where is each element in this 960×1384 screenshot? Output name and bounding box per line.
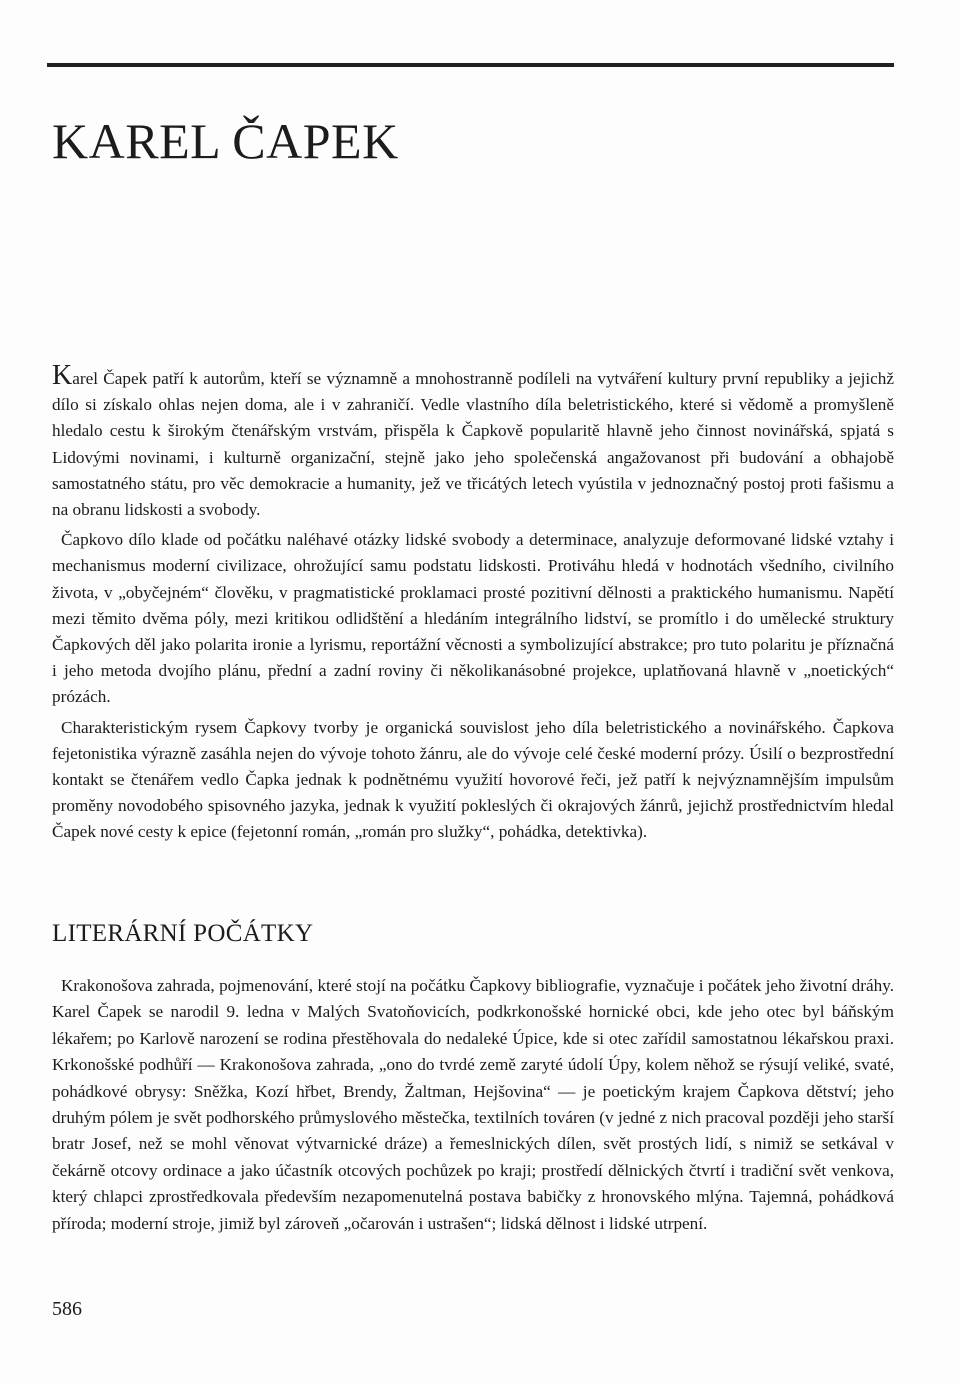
intro-paragraph-2: Čapkovo dílo klade od počátku naléhavé otázky lidské svobody a determinace, analyzuje deformované lidské vztahy i mechanismus moderní civilizace, ohrožující samu podstatu lidskosti. Protiváhu hledá v hodnotách všedního, civilního života, v „obyčejném“ člověku, v pragmatistické proklamaci prosté pozitivní dělnosti a praktického humanismu. Napětí mezi těmito dvěma póly, mezi kritikou odlidštění a hledáním integrálního lidství, se promítlo i do umělecké struktury Čapkových děl jako polarita ironie a lyrismu, reportážní věcnosti a symbolizující abstrakce; pro tuto polaritu je příznačná i jeho metoda dvojího plánu, přední a zadní roviny či několikanásobné projekce, uplatňovaná hlavně v „noetických“ prózách. <box>52 530 894 707</box>
section-paragraph-1: Krakonošova zahrada, pojmenování, které stojí na počátku Čapkovy bibliografie, vyznačuje i počátek jeho životní dráhy. Karel Čapek se narodil 9. ledna v Malých Svatoňovicích, podkrkonošské hornické obci, kde jeho otec byl báňským lékařem; po Karlově narození se rodina přestěhovala do nedaleké Úpice, kde si otec zařídil samostatnou lékařskou praxi. Krkonošské podhůří — Krakonošova zahrada, „ono do tvrdé země zaryté údolí Úpy, kolem něhož se rýsují veliké, svaté, pohádkové obrysy: Sněžka, Kozí hřbet, Brendy, Žaltman, Hejšovina“ — je poetickým krajem Čapkova dětství; jeho druhým pólem je svět podhorského průmyslového městečka, textilních továren (v jedné z nich pracoval později jeho starší bratr Josef, než se mohl věnovat výtvarnické dráze) a řemeslnických dílen, svět prostých lidí, s nimiž se setkával v čekárně otcovy ordinace a jako účastník otcových pochůzek po kraji; prostředí dělnických čtvrtí i tradiční svět venkova, který chlapci zprostředkovala především nezapomenutelná postava babičky z hronovského mlýna. Tajemná, pohádková příroda; moderní stroje, jimiž byl zároveň „očarován i ustrašen“; lidská dělnost i lidské utrpení. <box>52 976 894 1233</box>
drop-initial: K <box>52 360 73 391</box>
intro-body <box>52 360 894 850</box>
section-body <box>52 973 894 1237</box>
intro-paragraph-1 <box>52 360 894 523</box>
top-rule-divider <box>47 63 894 67</box>
page-title: KAREL ČAPEK <box>52 113 399 169</box>
intro-paragraph-3: Charakteristickým rysem Čapkovy tvorby je organická souvislost jeho díla beletristického a novinářského. Čapkova fejetonistika výrazně zasáhla nejen do vývoje tohoto žánru, ale do vývoje celé české moderní prózy. Úsilí o bezprostřední kontakt se čtenářem vedlo Čapka jednak k podnětnému využití hovorové řeči, jež patří k nejvýznamnějším impulsům proměny novodobého spisovného jazyka, jednak k využití pokleslých či okrajových žánrů, jejichž prostřednictvím hledal Čapek nové cesty k epice (fejetonní román, „román pro služky“, pohádka, detektivka). <box>52 717 894 842</box>
section-heading: LITERÁRNÍ POČÁTKY <box>52 920 314 947</box>
page-number: 586 <box>52 1298 82 1320</box>
intro-paragraph-1-text: arel Čapek patří k autorům, kteří se významně a mnohostranně podíleli na vytváření kultury první republiky a jejichž dílo si získalo ohlas nejen doma, ale i v zahraničí. Vedle vlastního díla beletristického, které si vědomě a promyšleně hledalo cestu k širokým čtenářským vrstvám, přispěla k Čapkově popularitě hlavně jeho činnost novinářská, spjatá s Lidovými novinami, i kulturně organizační, stejně jako jeho společenská angažovanost při budování a obhajobě samostatného státu, pro věc demokracie a humanity, jež ve třicátých letech vyústila v jednoznačný postoj proti fašismu a na obranu lidskosti a svobody. <box>52 369 894 520</box>
